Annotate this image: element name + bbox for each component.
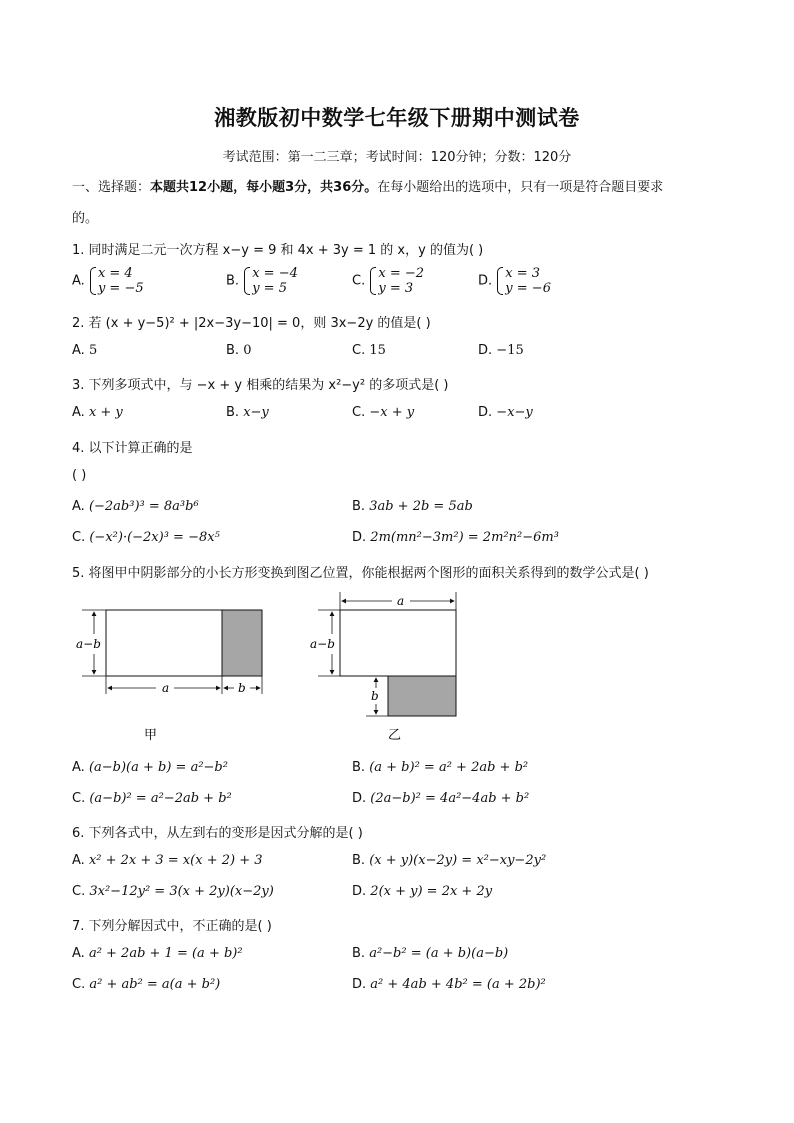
question-5-stem: 5. 将图甲中阴影部分的小长方形变换到图乙位置，你能根据两个图形的面积关系得到的数学公式是( ): [72, 566, 649, 581]
label-jia: 甲: [144, 728, 158, 743]
question-7-option-a[interactable]: [72, 946, 243, 961]
section-heading-suffix: 在每小题给出的选项中，只有一项是符合题目要求: [377, 180, 664, 195]
equation-system: [369, 266, 424, 296]
option-text: −x + y: [369, 405, 415, 420]
option-key: D.: [352, 977, 367, 992]
option-text: −15: [496, 343, 524, 358]
question-4-option-d[interactable]: [352, 530, 559, 545]
option-text: (a−b)² = a²−2ab + b²: [89, 791, 232, 806]
question-7-stem: 7. 下列分解因式中，不正确的是( ): [72, 919, 272, 934]
option-text: x² + 2x + 3 = x(x + 2) + 3: [88, 853, 263, 868]
option-key: A.: [72, 760, 85, 775]
question-7-option-c[interactable]: [72, 977, 220, 992]
option-text: 2(x + y) = 2x + 2y: [370, 884, 493, 899]
upper-rectangle: [340, 610, 456, 676]
question-5-option-d[interactable]: [352, 791, 529, 806]
system-line-1: x = 3: [505, 266, 541, 281]
question-6-option-c[interactable]: [72, 884, 274, 899]
option-key: A.: [72, 853, 85, 868]
option-key: D.: [478, 273, 493, 289]
equation-system: [89, 266, 144, 296]
question-1-option-d[interactable]: [478, 266, 551, 296]
option-key: A.: [72, 946, 85, 961]
option-key: D.: [352, 884, 367, 899]
label-a-minus-b: a−b: [76, 637, 101, 651]
equation-system: [496, 266, 551, 296]
system-line-2: y = 3: [378, 281, 414, 296]
option-text: x + y: [88, 405, 123, 420]
option-key: A.: [72, 343, 85, 358]
exam-info: 考试范围：第一二三章；考试时间：120分钟；分数：120分: [222, 150, 572, 165]
question-3-stem: 3. 下列多项式中，与 −x + y 相乘的结果为 x²−y² 的多项式是( ): [72, 378, 449, 393]
option-key: B.: [352, 853, 366, 868]
option-text: (−x²)·(−2x)³ = −8x⁵: [89, 530, 220, 545]
label-a-minus-b: a−b: [310, 637, 335, 651]
option-text: (a−b)(a + b) = a²−b²: [88, 760, 228, 775]
shaded-rectangle: [222, 610, 262, 676]
question-3-option-c[interactable]: [352, 405, 414, 420]
option-key: C.: [352, 405, 366, 420]
option-key: A.: [72, 273, 85, 289]
option-text: 0: [243, 343, 252, 358]
option-key: B.: [352, 946, 366, 961]
question-5-option-b[interactable]: [352, 760, 528, 775]
question-4-option-a[interactable]: [72, 499, 199, 514]
question-7-option-b[interactable]: [352, 946, 508, 961]
question-3-option-d[interactable]: [478, 405, 533, 420]
label-a: a: [162, 681, 170, 695]
option-key: D.: [478, 343, 493, 358]
question-2-stem: 2. 若 (x + y−5)² + |2x−3y−10| = 0，则 3x−2y 的值是( ): [72, 316, 431, 331]
figure-yi: [310, 592, 456, 743]
section-heading: [72, 176, 663, 195]
question-4-stem: 4. 以下计算正确的是: [72, 441, 193, 456]
label-b: b: [371, 689, 379, 703]
question-4-option-c[interactable]: [72, 530, 220, 545]
question-1-option-c[interactable]: [352, 266, 424, 296]
system-line-2: y = 5: [252, 281, 287, 296]
option-key: A.: [72, 499, 85, 514]
option-key: C.: [72, 977, 86, 992]
question-2-option-a[interactable]: [72, 343, 97, 358]
question-6-option-a[interactable]: [72, 853, 263, 868]
system-line-2: y = −5: [97, 281, 144, 296]
option-text: 2m(mn²−3m²) = 2m²n²−6m³: [370, 530, 559, 545]
option-text: (x + y)(x−2y) = x²−xy−2y²: [369, 853, 547, 868]
question-3-option-b[interactable]: [226, 405, 269, 420]
question-6-option-d[interactable]: [352, 884, 492, 899]
question-2-option-c[interactable]: [352, 343, 386, 358]
option-key: C.: [352, 343, 366, 358]
option-text: a² + 2ab + 1 = (a + b)²: [88, 946, 243, 961]
question-5-figure: [70, 584, 490, 744]
option-key: A.: [72, 405, 85, 420]
equation-system: [243, 266, 298, 296]
option-key: B.: [352, 499, 366, 514]
option-key: C.: [72, 530, 86, 545]
option-text: −x−y: [496, 405, 533, 420]
question-6-stem: 6. 下列各式中，从左到右的变形是因式分解的是( ): [72, 826, 363, 841]
moved-shaded-rectangle: [388, 676, 456, 716]
label-b: b: [238, 681, 246, 695]
question-3-option-a[interactable]: [72, 405, 123, 420]
option-key: B.: [226, 405, 240, 420]
question-2-option-d[interactable]: [478, 343, 524, 358]
question-1-option-a[interactable]: [72, 266, 144, 296]
option-text: 5: [88, 343, 98, 358]
system-line-1: x = −4: [252, 266, 298, 281]
figure-jia: [76, 610, 262, 743]
label-yi: 乙: [388, 728, 402, 743]
option-key: C.: [352, 273, 366, 289]
system-line-1: x = 4: [97, 266, 133, 281]
option-key: D.: [352, 791, 367, 806]
question-4-option-b[interactable]: [352, 499, 473, 514]
option-key: B.: [352, 760, 366, 775]
system-line-1: x = −2: [378, 266, 425, 281]
option-key: C.: [72, 791, 86, 806]
option-text: (−2ab³)³ = 8a³b⁶: [88, 499, 199, 514]
option-key: B.: [226, 273, 240, 289]
question-7-option-d[interactable]: [352, 977, 546, 992]
option-text: a² + 4ab + 4b² = (a + 2b)²: [370, 977, 546, 992]
page-title: 湘教版初中数学七年级下册期中测试卷: [214, 106, 580, 130]
option-key: B.: [226, 343, 240, 358]
question-1-option-b[interactable]: [226, 266, 298, 296]
option-key: D.: [478, 405, 493, 420]
option-text: (a + b)² = a² + 2ab + b²: [369, 760, 529, 775]
question-5-option-a[interactable]: [72, 760, 228, 775]
option-text: a²−b² = (a + b)(a−b): [369, 946, 509, 961]
label-a: a: [397, 594, 405, 608]
option-key: D.: [352, 530, 367, 545]
option-text: 3x²−12y² = 3(x + 2y)(x−2y): [89, 884, 274, 899]
question-2-option-b[interactable]: [226, 343, 251, 358]
section-heading-prefix: 一、选择题：: [72, 180, 151, 195]
question-4-answer-bracket: ( ): [72, 468, 87, 483]
option-text: x−y: [243, 405, 269, 420]
option-key: C.: [72, 884, 86, 899]
question-1-stem: 1. 同时满足二元一次方程 x−y = 9 和 4x + 3y = 1 的 x，y 的值为( ): [72, 243, 484, 258]
option-text: 3ab + 2b = 5ab: [369, 499, 473, 514]
system-line-2: y = −6: [505, 281, 551, 296]
section-heading-bold: 本题共12小题，每小题3分，共36分。: [150, 180, 378, 195]
section-heading-line2: 的。: [72, 211, 99, 226]
option-text: (2a−b)² = 4a²−4ab + b²: [370, 791, 530, 806]
option-text: a² + ab² = a(a + b²): [89, 977, 221, 992]
question-6-option-b[interactable]: [352, 853, 546, 868]
option-text: 15: [369, 343, 386, 358]
question-5-option-c[interactable]: [72, 791, 232, 806]
